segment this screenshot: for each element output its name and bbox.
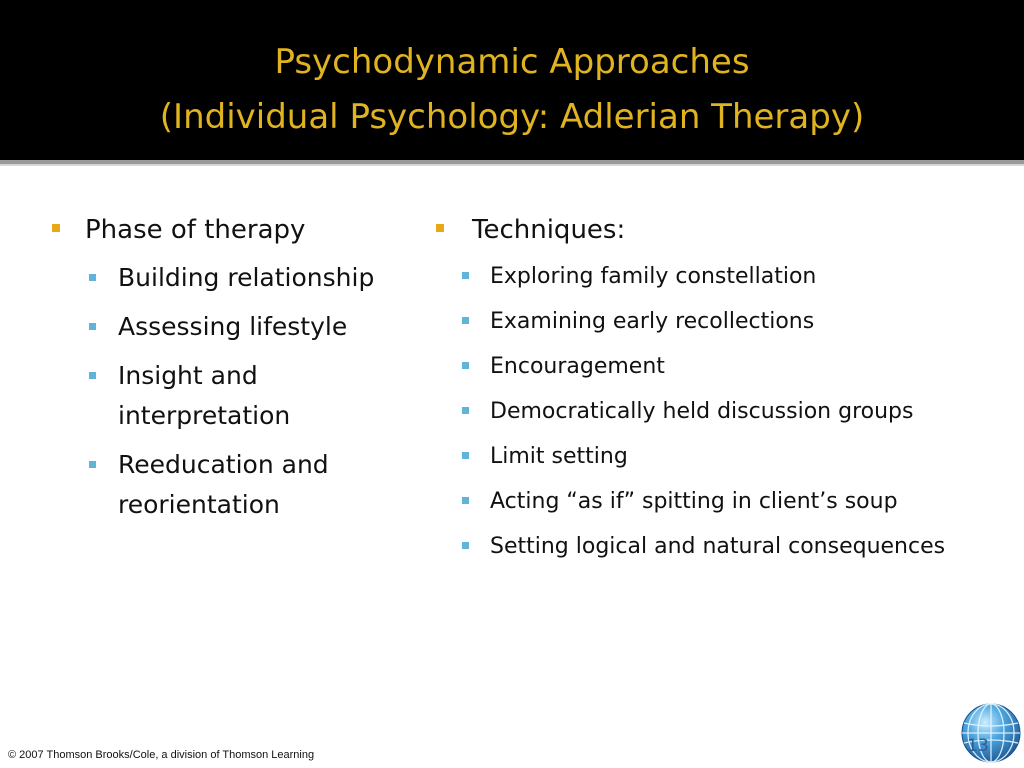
techniques-heading-item	[436, 214, 1016, 246]
list-item	[436, 393, 1016, 430]
technique-item-text: Exploring family constellation	[490, 264, 817, 289]
secondary-bullet-icon	[89, 372, 96, 379]
secondary-bullet-icon	[89, 461, 96, 468]
technique-item-text: Democratically held discussion groups	[490, 399, 914, 424]
techniques-heading-text: Techniques:	[472, 215, 626, 245]
secondary-bullet-icon	[462, 272, 469, 279]
list-item	[436, 528, 1016, 565]
secondary-bullet-icon	[462, 542, 469, 549]
secondary-bullet-icon	[462, 452, 469, 459]
secondary-bullet-icon	[462, 497, 469, 504]
secondary-bullet-icon	[462, 317, 469, 324]
phase-heading-item	[52, 214, 417, 246]
secondary-bullet-icon	[89, 274, 96, 281]
list-item	[436, 483, 1016, 520]
page-number: 13	[967, 736, 989, 756]
primary-bullet-icon	[436, 224, 444, 232]
secondary-bullet-icon	[89, 323, 96, 330]
title-divider-highlight	[0, 164, 1024, 166]
list-item	[436, 303, 1016, 340]
slide-title-line-1: Psychodynamic Approaches	[274, 42, 750, 82]
list-item	[52, 445, 417, 525]
phase-item-text: Building relationship	[118, 263, 375, 292]
techniques-list	[436, 214, 1016, 565]
phase-item-text: Insight and interpretation	[118, 361, 291, 430]
list-item	[436, 258, 1016, 295]
primary-bullet-icon	[52, 224, 60, 232]
technique-item-text: Encouragement	[490, 354, 665, 379]
phase-heading-text: Phase of therapy	[85, 215, 306, 245]
technique-item-text: Setting logical and natural consequences	[490, 534, 946, 559]
copyright-footer: © 2007 Thomson Brooks/Cole, a division of Thomson Learning	[8, 749, 315, 761]
phase-item-text: Reeducation and reorientation	[118, 450, 329, 519]
secondary-bullet-icon	[462, 362, 469, 369]
phase-of-therapy-list	[52, 214, 417, 525]
technique-item-text: Limit setting	[490, 444, 628, 469]
phase-item-text: Assessing lifestyle	[118, 312, 348, 341]
secondary-bullet-icon	[462, 407, 469, 414]
list-item	[436, 348, 1016, 385]
list-item	[52, 356, 417, 436]
technique-item-text: Examining early recollections	[490, 309, 815, 334]
slide-title-line-2: (Individual Psychology: Adlerian Therapy)	[159, 97, 865, 137]
technique-item-text: Acting “as if” spitting in client’s soup	[490, 489, 898, 514]
list-item	[436, 438, 1016, 475]
list-item	[52, 258, 417, 298]
list-item	[52, 307, 417, 347]
